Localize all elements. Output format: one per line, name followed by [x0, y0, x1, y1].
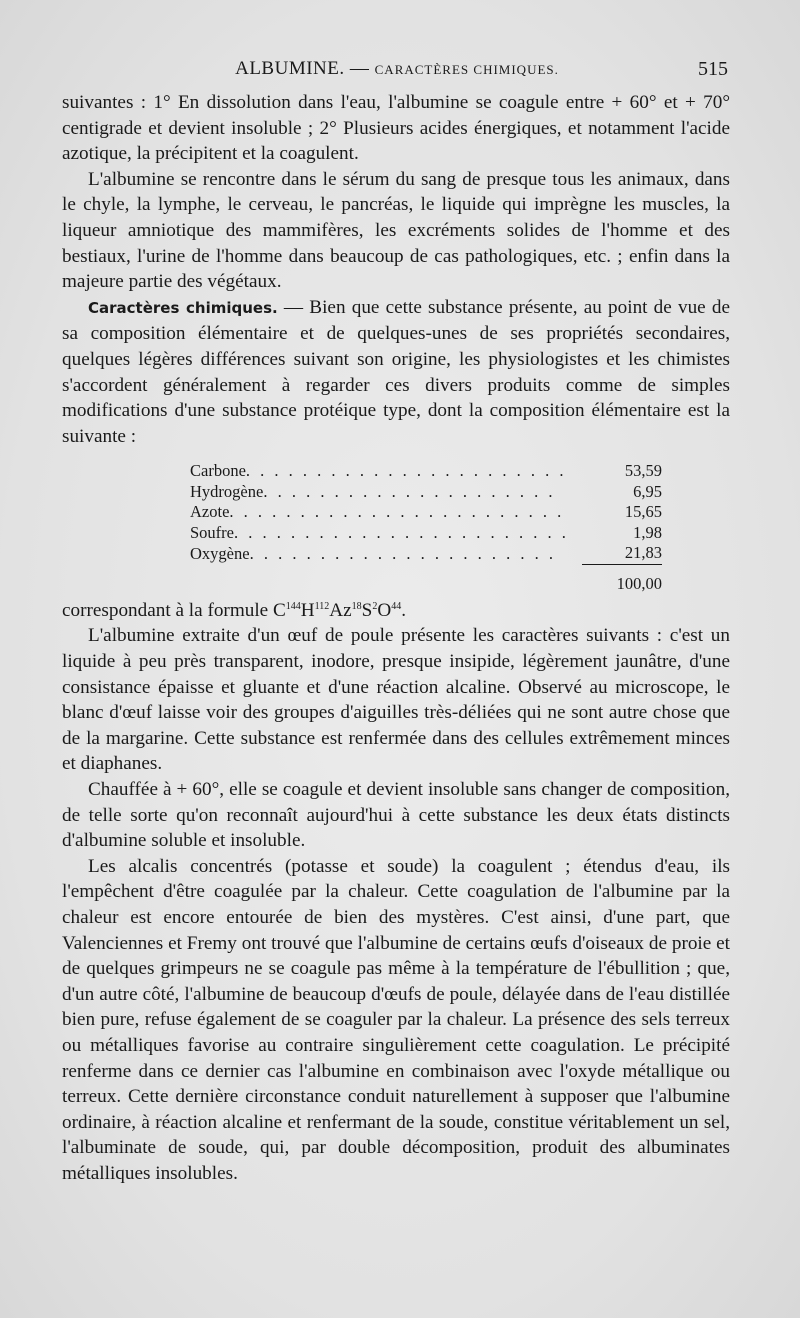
paragraph-5: Chauffée à + 60°, elle se coagule et devient insoluble sans changer de composition, de telle sorte qu'on reconnaît aujourd'hui à cette substance les deux états distincts d'albumine soluble et insoluble. — [62, 778, 730, 852]
formula-h: H — [300, 599, 315, 621]
paragraph-2: L'albumine se rencontre dans le sérum du sang de presque tous les animaux, dans le chyle, la lymphe, le cerveau, le pancréas, le liquide qui imprègne les muscles, la liqueur amniotique des mammifères, les excréments solides de l'homme et des bestiaux, l'urine de l'homme dans beaucoup de cas pathologiques, etc. ; enfin dans la majeure partie des végétaux. — [62, 168, 730, 293]
page-number: 515 — [698, 58, 728, 80]
formula-o: O — [377, 599, 392, 621]
element-name: Hydrogène — [190, 481, 264, 501]
running-title-main: ALBUMINE. — [235, 58, 345, 79]
dot-leader: . . . . . . . . . . . . . . . . . . . . . . . . — [229, 502, 565, 522]
formula-subscript-s: 2 — [372, 600, 378, 612]
formula-subscript-o: 44 — [391, 600, 402, 612]
formula-end: . — [401, 599, 406, 621]
running-title-sub: CARACTÈRES CHIMIQUES. — [374, 62, 559, 77]
dot-leader: . . . . . . . . . . . . . . . . . . . . . — [263, 481, 556, 501]
total-value: 100,00 — [582, 564, 662, 598]
paragraph-1: suivantes : 1° En dissolution dans l'eau, l'albumine se coagule entre + 60° et + 70° centigrade et devient insoluble ; 2° Plusieurs acides énergiques, et notamment l'acide azotique, la précipitent et la coagulent. — [62, 92, 730, 165]
total-row — [190, 564, 662, 598]
running-header — [62, 58, 732, 88]
formula-subscript-az: 18 — [351, 600, 362, 612]
dot-leader: . . . . . . . . . . . . . . . . . . . . . . — [249, 543, 556, 563]
element-value: 1,98 — [633, 522, 662, 542]
element-name: Oxygène — [190, 543, 250, 563]
table-row — [190, 543, 662, 564]
dot-leader: . . . . . . . . . . . . . . . . . . . . . . . . — [234, 522, 569, 542]
section-heading: Caractères chimiques. — [88, 298, 278, 317]
element-value: 53,59 — [624, 461, 662, 481]
formula-intro: correspondant à la formule C — [62, 599, 286, 621]
formula-s: S — [361, 599, 373, 621]
running-title-separator: — — [349, 58, 370, 79]
element-name: Soufre — [190, 522, 234, 542]
element-value: 21,83 — [624, 543, 662, 563]
table-row — [190, 523, 662, 544]
composition-table — [190, 461, 662, 598]
formula-az: Az — [329, 599, 352, 621]
table-row — [190, 461, 662, 482]
element-name: Azote — [190, 502, 230, 522]
element-value: 6,95 — [633, 481, 662, 501]
dot-leader: . . . . . . . . . . . . . . . . . . . . . . . — [245, 461, 567, 481]
formula-subscript-h: 112 — [314, 600, 330, 612]
paragraph-3-text: — Bien que cette substance présente, au point de vue de sa composition élémentaire et de quelques-unes de ses propriétés secondaires, quelques légères différences suivant son origine, les physiologistes et les chimistes s'accordent généralement à regarder ces divers produits comme de simples modifications d'une substance protéique type, dont la composition élémentaire est la suivante : — [62, 296, 731, 447]
table-row — [190, 502, 662, 523]
formula-subscript-c: 144 — [285, 600, 301, 612]
running-title — [62, 58, 732, 80]
paragraph-4: L'albumine extraite d'un œuf de poule présente les caractères suivants : c'est un liquide à peu près transparent, inodore, presque insipide, légèrement jaunâtre, d'une consistance épaisse et gluante et d'une réaction alcaline. Observé au microscope, le blanc d'œuf laisse voir des groupes d'aiguilles très-déliées qui ne sont autre chose que de la margarine. Cette substance est renfermée dans des cellules extrêmement minces et diaphanes. — [62, 625, 730, 775]
paragraph-6: Les alcalis concentrés (potasse et soude) la coagulent ; étendus d'eau, ils l'empêchent d'être coagulée par la chaleur. Cette coagulation de l'albumine par la chaleur est encore entourée de bien des mystères. C'est ainsi, d'une part, que Valenciennes et Fremy ont trouvé que l'albumine de certains œufs d'oiseaux de proie et de quelques grimpeurs ne se coagule pas même à la température de l'ébullition ; que, d'un autre côté, l'albumine de beaucoup d'œufs de poule, délayée dans de l'eau distillée bien pure, refuse également de se coaguler par la chaleur. La présence des sels terreux ou métalliques favorise au contraire singulièrement cette coagulation. Le précipité renferme dans ce dernier cas l'albumine en combinaison avec l'oxyde métallique ou terreux. Cette dernière circonstance conduit naturellement à supposer que l'albumine ordinaire, à réaction alcaline et renfermant de la soude, constitue véritablement un sel, l'albuminate de soude, qui, par double décomposition, produit des albuminates métalliques insolubles. — [62, 855, 730, 1184]
element-name: Carbone — [190, 461, 246, 481]
paragraph-3 — [62, 295, 730, 450]
body-text — [62, 90, 730, 1186]
element-value: 15,65 — [624, 502, 662, 522]
table-row — [190, 482, 662, 503]
formula-line — [62, 598, 730, 624]
